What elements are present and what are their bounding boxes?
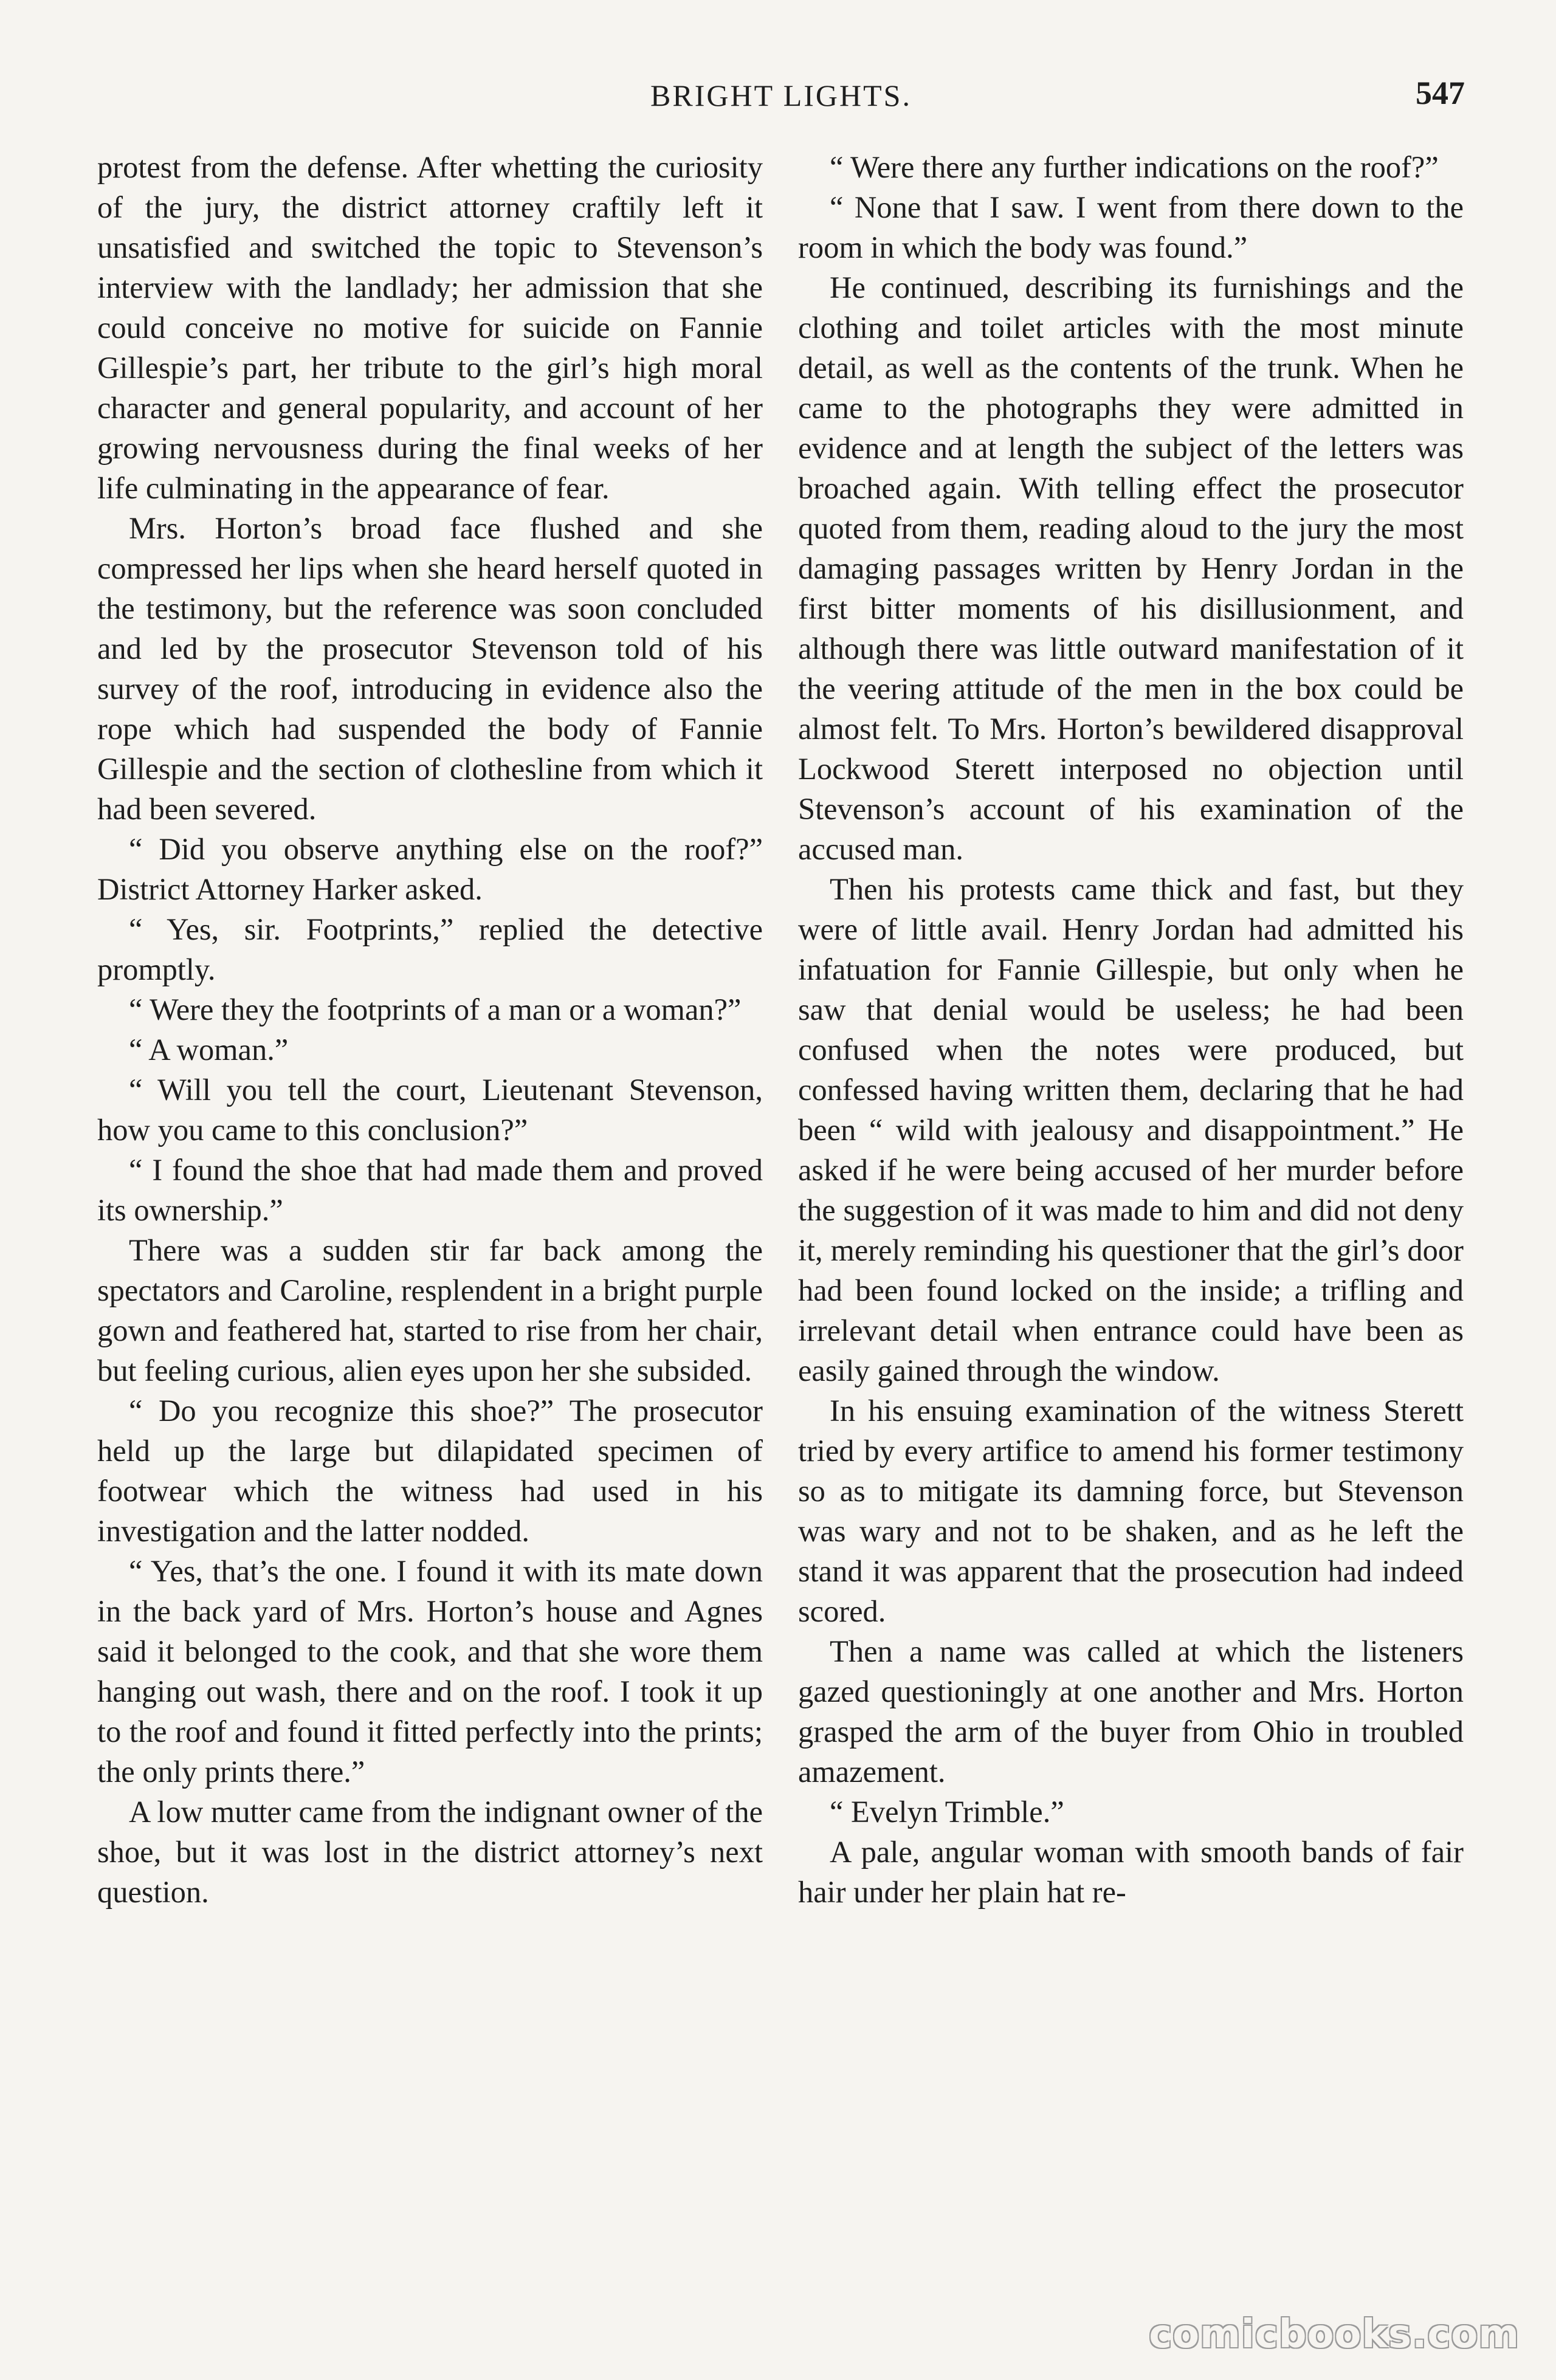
paragraph: “ Evelyn Trimble.”: [830, 1795, 1064, 1829]
paragraph: Then a name was called at which the listeners gazed questioningly at one another and Mrs. Horton grasped the arm of the buyer from Ohio in troubled amazement.: [798, 1634, 1464, 1789]
page-header: [97, 67, 1465, 122]
watermark: comicbooks.com: [1149, 2312, 1520, 2357]
paragraph: A pale, angular woman with smooth bands of fair hair under her plain hat re-: [798, 1835, 1464, 1909]
paragraph: Then his protests came thick and fast, but they were of little avail. Henry Jordan had admitted his infatuation for Fannie Gillespie, but only when he saw that denial would be useless; he had been confused when the notes were produced, but confessed having written them, declaring that he had been “ wild with jealousy and disappointment.” He asked if he were being accused of her murder before the suggestion of it was made to him and did not deny it, merely reminding his questioner that the girl’s door had been found locked on the inside; a trifling and irrelevant detail when entrance could have been as easily gained through the window.: [798, 872, 1464, 1388]
paragraph: “ Will you tell the court, Lieutenant Stevenson, how you came to this conclusion?”: [97, 1073, 763, 1147]
paragraph: He continued, describing its furnishings and the clothing and toilet articles with the most minute detail, as well as the contents of the trunk. When he came to the photographs they were admitted in evidence and at length the subject of the letters was broached again. With telling effect the prosecutor quoted from them, reading aloud to the jury the most damaging passages written by Henry Jordan in the first bitter moments of his disillusionment, and although there was little outward manifestation of it the veering attitude of the men in the box could be almost felt. To Mrs. Horton’s bewildered disapproval Lockwood Sterett interposed no objection until Stevenson’s account of his examination of the accused man.: [798, 270, 1464, 866]
left-column: [97, 147, 763, 1912]
paragraph: Mrs. Horton’s broad face flushed and she compressed her lips when she heard herself quoted in the testimony, but the reference was soon concluded and led by the prosecutor Stevenson told of his survey of the roof, introducing in evidence also the rope which had suspended the body of Fannie Gillespie and the section of clothesline from which it had been severed.: [97, 511, 763, 826]
page-number: 547: [1416, 75, 1465, 111]
paragraph: “ Did you observe anything else on the roof?” District Attorney Harker asked.: [97, 832, 763, 906]
paragraph: “ A woman.”: [129, 1033, 289, 1067]
paragraph: “ Yes, that’s the one. I found it with its mate down in the back yard of Mrs. Horton’s house and Agnes said it belonged to the cook, and that she wore them hanging out wash, there and on the roof. I took it up to the roof and found it fitted perfectly into the prints; the only prints there.”: [97, 1554, 763, 1789]
paragraph: “ Do you recognize this shoe?” The prosecutor held up the large but dilapidated specimen of footwear which the witness had used in his investigation and the latter nodded.: [97, 1394, 763, 1548]
paragraph: “ Yes, sir. Footprints,” replied the detective promptly.: [97, 912, 763, 986]
paragraph: “ Were there any further indications on the roof?”: [830, 150, 1439, 184]
paragraph: In his ensuing examination of the witness Sterett tried by every artifice to amend his former testimony so as to mitigate its damning force, but Stevenson was wary and not to be shaken, and as he left the stand it was apparent that the prosecution had indeed scored.: [798, 1394, 1464, 1628]
paragraph: A low mutter came from the indignant owner of the shoe, but it was lost in the district attorney’s next question.: [97, 1795, 763, 1909]
paragraph: protest from the defense. After whetting the curiosity of the jury, the district attorney craftily left it unsatisfied and switched the topic to Stevenson’s interview with the landlady; her admission that she could conceive no motive for suicide on Fannie Gillespie’s part, her tribute to the girl’s high moral character and general popularity, and account of her growing nervousness during the final weeks of her life culminating in the appearance of fear.: [97, 150, 763, 505]
paragraph: “ None that I saw. I went from there down to the room in which the body was found.”: [798, 190, 1464, 264]
right-column: [798, 147, 1464, 1912]
paragraph: There was a sudden stir far back among the spectators and Caroline, resplendent in a bright purple gown and feathered hat, started to rise from her chair, but feeling curious, alien eyes upon her she subsided.: [97, 1233, 763, 1388]
paragraph: “ I found the shoe that had made them and proved its ownership.”: [97, 1153, 763, 1227]
running-head: BRIGHT LIGHTS.: [650, 78, 912, 112]
paragraph: “ Were they the footprints of a man or a woman?”: [129, 992, 742, 1027]
